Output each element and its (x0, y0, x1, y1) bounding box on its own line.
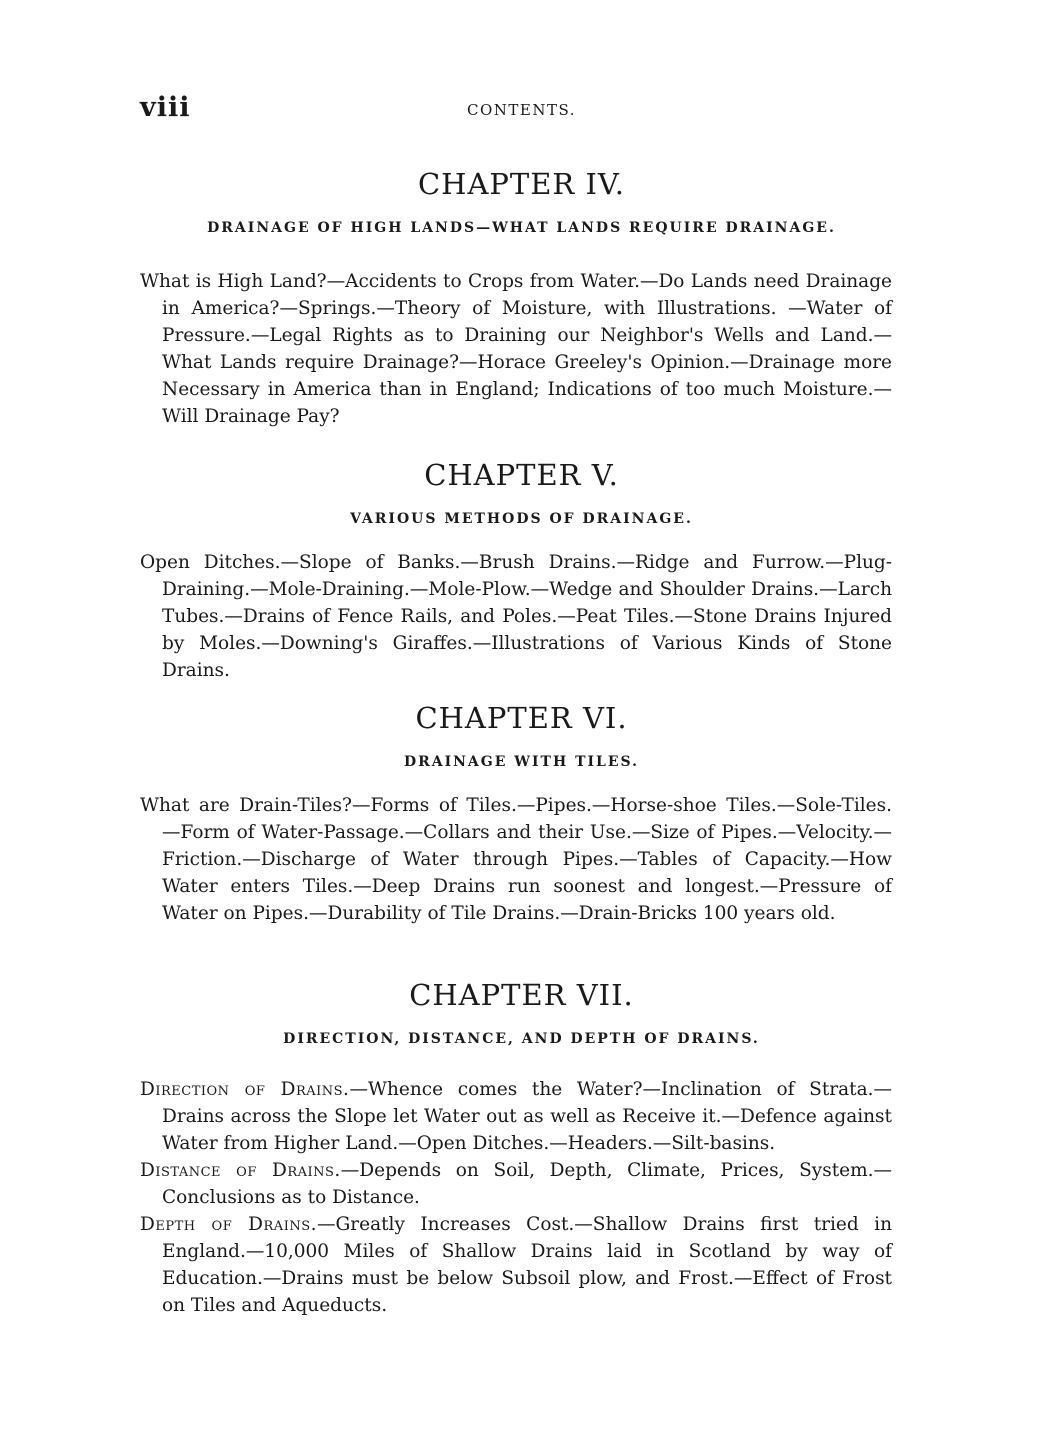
page-number: viii (140, 92, 191, 123)
chapter-subtitle: DRAINAGE OF HIGH LANDS—WHAT LANDS REQUIRE DRAINAGE. (207, 220, 836, 236)
chapter-heading: CHAPTER VI. (415, 701, 628, 735)
paragraph-lead: Direction of Drains. (140, 1079, 350, 1100)
paragraph-text: —Depends on Soil, Depth, Climate, Prices, System.—Conclusions as to Distance. (162, 1160, 892, 1208)
paragraph-text: What are Drain-Tiles?—Forms of Tiles.—Pipes.—Horse-shoe Tiles.—Sole-Tiles.—Form of Water-Passage.—Collars and their Use.—Size of Pipes.—Velocity.—Friction.—Discharge of Water through Pipes.—Tables of Capacity.—How Water enters Tiles.—Deep Drains run soonest and longest.—Pressure of Water on Pipes.—Durability of Tile Drains.—Drain-Bricks 100 years old. (140, 795, 892, 924)
paragraph-lead: Depth of Drains. (140, 1214, 317, 1235)
chapter-v (0, 457, 1043, 527)
paragraph-text: —Whence comes the Water?—Inclination of Strata.—Drains across the Slope let Water out as well as Receive it.—Defence against Water from Higher Land.—Open Ditches.—Headers.—Silt-basins. (162, 1079, 892, 1154)
paragraph-text: —Greatly Increases Cost.—Shallow Drains first tried in England.—10,000 Miles of Shallow Drains laid in Scotland by way of Education.—Drains must be below Subsoil plow, and Frost.—Effect of Frost on Tiles and Aqueducts. (162, 1214, 893, 1316)
chapter-heading: CHAPTER VII. (409, 978, 634, 1012)
chapter-vi (0, 700, 1043, 770)
contents-paragraph (140, 1211, 892, 1319)
chapter-heading: CHAPTER V. (424, 458, 619, 492)
chapter-vii-body (140, 1076, 892, 1319)
contents-paragraph (140, 1076, 892, 1157)
chapter-subtitle: DIRECTION, DISTANCE, AND DEPTH OF DRAINS. (283, 1031, 760, 1047)
chapter-vii (0, 977, 1043, 1047)
contents-paragraph (140, 268, 892, 430)
running-head (0, 92, 1043, 132)
chapter-heading: CHAPTER IV. (417, 167, 626, 201)
chapter-iv (0, 166, 1043, 236)
chapter-iv-body (140, 268, 892, 430)
contents-paragraph (140, 1157, 892, 1211)
paragraph-lead: Distance of Drains. (140, 1160, 341, 1181)
chapter-v-body (140, 549, 892, 684)
running-title: CONTENTS. (467, 101, 576, 119)
paragraph-text: Open Ditches.—Slope of Banks.—Brush Drains.—Ridge and Furrow.—Plug-Draining.—Mole-Draining.—Mole-Plow.—Wedge and Shoulder Drains.—Larch Tubes.—Drains of Fence Rails, and Poles.—Peat Tiles.—Stone Drains Injured by Moles.—Downing's Giraffes.—Illustrations of Various Kinds of Stone Drains. (140, 552, 892, 681)
chapter-subtitle: DRAINAGE WITH TILES. (403, 754, 640, 770)
chapter-subtitle: VARIOUS METHODS OF DRAINAGE. (350, 511, 693, 527)
contents-paragraph (140, 792, 892, 927)
contents-paragraph (140, 549, 892, 684)
paragraph-text: What is High Land?—Accidents to Crops from Water.—Do Lands need Drainage in America?—Springs.—Theory of Moisture, with Illustrations. —Water of Pressure.—Legal Rights as to Draining our Neighbor's Wells and Land.—What Lands require Drainage?—Horace Greeley's Opinion.—Drainage more Necessary in America than in England; Indications of too much Moisture.—Will Drainage Pay? (140, 271, 892, 427)
chapter-vi-body (140, 792, 892, 927)
